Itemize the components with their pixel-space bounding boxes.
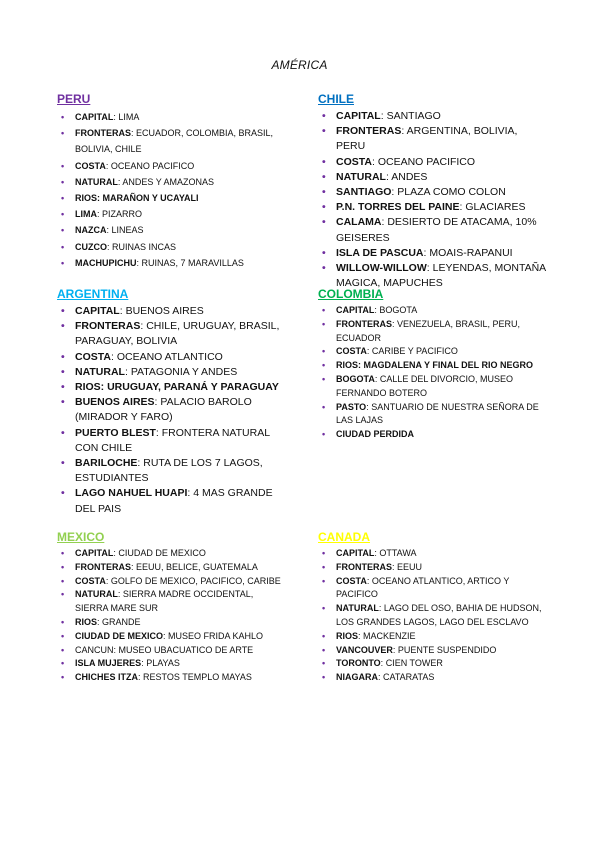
section-canada — [318, 530, 543, 685]
bullet-icon: • — [322, 672, 326, 683]
item-separator: : — [97, 209, 103, 220]
bullet-icon: • — [61, 548, 65, 558]
bullet-icon: • — [61, 209, 65, 220]
item-key: RIOS — [75, 616, 98, 627]
list-item — [318, 109, 548, 124]
bullet-icon: • — [322, 110, 326, 122]
bullet-icon: • — [322, 401, 326, 412]
item-value: CIUDAD DE MEXICO — [118, 548, 206, 558]
page-title: AMÉRICA — [271, 58, 328, 72]
item-value: 4 MAS GRANDE DEL PAIS — [75, 487, 273, 515]
item-key: CAPITAL — [75, 112, 114, 122]
item-separator: : — [423, 246, 430, 259]
bullet-icon: • — [61, 128, 65, 139]
item-key: CALAMA — [336, 216, 382, 229]
item-list — [318, 109, 548, 291]
item-key: PASTO — [336, 401, 367, 412]
item-separator: : — [366, 346, 372, 357]
item-value: OCEANO ATLANTICO, ARTICO Y PACIFICO — [336, 575, 510, 600]
item-separator: : — [374, 548, 380, 558]
item-key: CAPITAL — [336, 110, 381, 122]
item-value: ECUADOR, COLOMBIA, BRASIL, BOLIVIA, CHILE — [75, 128, 274, 155]
bullet-icon: • — [322, 318, 326, 329]
item-key: FRONTERAS — [336, 125, 402, 138]
list-item — [318, 644, 543, 658]
item-key: ISLA DE PASCUA — [336, 246, 424, 259]
list-item — [318, 215, 548, 245]
item-key: NATURAL — [75, 589, 118, 600]
bullet-icon: • — [61, 396, 65, 409]
list-item — [57, 365, 282, 380]
item-value: DESIERTO DE ATACAMA, 10% GEISERES — [336, 216, 537, 244]
item-key: WILLOW-WILLOW — [336, 262, 427, 275]
list-item — [57, 657, 287, 671]
item-key: LIMA — [75, 209, 97, 220]
bullet-icon: • — [61, 658, 65, 669]
list-item — [57, 380, 282, 395]
bullet-icon: • — [322, 630, 326, 641]
item-list — [57, 547, 287, 685]
item-separator: : — [117, 589, 123, 600]
item-value: GOLFO DE MEXICO, PACIFICO, CARIBE — [110, 575, 281, 586]
bullet-icon: • — [322, 246, 326, 259]
item-key: VANCOUVER — [336, 644, 393, 655]
bullet-icon: • — [61, 350, 65, 363]
list-item — [57, 616, 287, 630]
bullet-icon: • — [61, 112, 65, 122]
item-value: SIERRA MADRE OCCIDENTAL, SIERRA MARE SUR — [75, 589, 254, 614]
item-key: NIAGARA — [336, 672, 378, 683]
list-item — [57, 486, 282, 516]
item-separator: : — [366, 575, 372, 586]
bullet-icon: • — [61, 176, 65, 187]
item-key: FRONTERAS — [75, 128, 131, 139]
item-separator: : — [459, 201, 466, 214]
section-title: MEXICO — [57, 530, 105, 544]
list-item — [318, 318, 548, 346]
section-argentina — [57, 287, 282, 517]
list-item — [57, 304, 282, 319]
item-key: NATURAL — [336, 603, 379, 614]
item-value: MUSEO FRIDA KAHLO — [168, 630, 264, 641]
item-key: CUZCO — [75, 241, 107, 252]
item-value: PLAYAS — [146, 658, 180, 669]
bullet-icon: • — [61, 305, 65, 317]
item-separator: : — [107, 241, 113, 252]
list-item — [57, 644, 287, 658]
list-item — [57, 350, 282, 365]
item-value: FRONTERA NATURAL CON CHILE — [75, 426, 270, 454]
bullet-icon: • — [322, 644, 326, 655]
list-item — [318, 428, 548, 442]
bullet-icon: • — [61, 160, 65, 171]
bullet-icon: • — [61, 225, 65, 236]
item-key: MACHUPICHU — [75, 257, 137, 268]
item-value: OCEANO PACIFICO — [377, 155, 476, 168]
item-key: CAPITAL — [75, 548, 114, 558]
item-separator: : — [138, 672, 144, 683]
list-item — [57, 575, 287, 589]
item-value: GLACIARES — [465, 201, 526, 214]
item-separator: : — [105, 160, 111, 171]
item-key: RIOS: URUGUAY, PARANÁ Y PARAGUAY — [75, 381, 279, 394]
list-item — [57, 588, 287, 616]
list-item — [318, 630, 543, 644]
bullet-icon: • — [61, 241, 65, 252]
list-item — [57, 671, 287, 685]
list-item — [57, 561, 287, 575]
bullet-icon: • — [322, 575, 326, 586]
list-item — [57, 630, 287, 644]
item-value: OCEANO ATLANTICO — [116, 350, 223, 363]
list-item — [318, 401, 548, 429]
item-value: BUENOS AIRES — [125, 305, 204, 317]
section-colombia — [318, 287, 548, 442]
item-value: MOAIS-RAPANUI — [429, 246, 513, 259]
bullet-icon: • — [322, 125, 326, 138]
item-value: LAGO DEL OSO, BAHIA DE HUDSON, LOS GRANDES LAGOS, LAGO DEL ESCLAVO — [336, 603, 542, 627]
item-value: EEUU, BELICE, GUATEMALA — [136, 561, 258, 572]
item-value: LEYENDAS, MONTAÑA MAGICA, MAPUCHES — [336, 262, 546, 290]
bullet-icon: • — [61, 457, 65, 470]
item-separator: : — [366, 401, 372, 412]
item-value: PLAZA COMO COLON — [397, 186, 506, 199]
bullet-icon: • — [61, 365, 65, 378]
bullet-icon: • — [61, 616, 65, 627]
item-key: SANTIAGO — [336, 186, 392, 199]
item-value: MACKENZIE — [363, 630, 416, 641]
item-separator: : — [124, 365, 131, 378]
item-separator: : — [426, 262, 433, 275]
bullet-icon: • — [322, 658, 326, 669]
item-separator: : — [119, 305, 126, 317]
item-key: RIOS: MARAÑON Y UCAYALI — [75, 193, 199, 204]
bullet-icon: • — [61, 644, 65, 655]
bullet-icon: • — [322, 603, 326, 614]
list-item — [57, 255, 287, 271]
list-item — [318, 246, 548, 261]
item-value: SANTIAGO — [386, 110, 441, 122]
item-value: LIMA — [118, 112, 140, 122]
item-separator: : — [392, 644, 398, 655]
item-key: COSTA — [75, 575, 106, 586]
bullet-icon: • — [322, 561, 326, 572]
section-title: COLOMBIA — [318, 287, 384, 301]
bullet-icon: • — [322, 201, 326, 214]
item-value: CANCUN: MUSEO UBACUATICO DE ARTE — [75, 644, 254, 655]
item-key: PUERTO BLEST — [75, 426, 156, 439]
item-value: ANDES — [391, 170, 428, 183]
item-separator: : — [97, 616, 103, 627]
bullet-icon: • — [322, 548, 326, 558]
item-key: COSTA — [75, 160, 106, 171]
item-separator: : — [117, 176, 123, 187]
item-list — [318, 304, 548, 442]
bullet-icon: • — [322, 186, 326, 199]
item-key: FRONTERAS — [336, 318, 392, 329]
item-separator: : — [155, 426, 162, 439]
section-title: CANADA — [318, 530, 370, 544]
list-item — [318, 304, 548, 318]
list-item — [57, 456, 282, 486]
item-separator: : — [392, 318, 398, 329]
item-value: CARIBE Y PACIFICO — [371, 346, 458, 357]
section-chile — [318, 92, 548, 291]
list-item — [318, 671, 543, 685]
item-value: RESTOS TEMPLO MAYAS — [143, 672, 252, 683]
item-key: BARILOCHE — [75, 457, 138, 470]
bullet-icon: • — [61, 487, 65, 500]
section-title: CHILE — [318, 92, 354, 106]
item-separator: : — [110, 350, 117, 363]
item-separator: : — [113, 112, 119, 122]
bullet-icon: • — [322, 262, 326, 275]
item-key: ISLA MUJERES — [75, 658, 142, 669]
item-list — [57, 304, 282, 517]
section-title: ARGENTINA — [57, 287, 129, 301]
item-key: LAGO NAHUEL HUAPI — [75, 487, 188, 500]
item-separator: : — [163, 630, 169, 641]
list-item — [318, 124, 548, 154]
item-key: FRONTERAS — [336, 561, 392, 572]
item-value: PUENTE SUSPENDIDO — [397, 644, 497, 655]
item-separator: : — [371, 155, 378, 168]
list-item — [57, 426, 282, 456]
item-key: CHICHES ITZA — [75, 672, 138, 683]
item-key: NAZCA — [75, 225, 107, 236]
list-item — [57, 174, 287, 190]
item-separator: : — [385, 170, 392, 183]
item-key: RIOS: MAGDALENA Y FINAL DEL RIO NEGRO — [336, 360, 534, 371]
list-item — [318, 657, 543, 671]
list-item — [57, 547, 287, 561]
list-item — [318, 602, 543, 630]
item-value: RUINAS INCAS — [112, 241, 177, 252]
item-separator: : — [137, 457, 144, 470]
section-mexico — [57, 530, 287, 685]
bullet-icon: • — [61, 426, 65, 439]
item-key: CIUDAD DE MEXICO — [75, 630, 164, 641]
item-separator: : — [378, 672, 384, 683]
list-item — [318, 359, 548, 373]
bullet-icon: • — [322, 429, 326, 440]
item-value: OTTAWA — [379, 548, 417, 558]
item-value: LINEAS — [111, 225, 144, 236]
item-separator: : — [380, 110, 387, 122]
item-value: GRANDE — [102, 616, 141, 627]
list-item — [57, 190, 287, 206]
item-value: CALLE DEL DIVORCIO, MUSEO FERNANDO BOTERO — [336, 373, 514, 398]
item-value: CIEN TOWER — [385, 658, 443, 669]
item-key: NATURAL — [336, 170, 386, 183]
item-separator: : — [140, 320, 147, 333]
bullet-icon: • — [61, 193, 65, 204]
item-key: CAPITAL — [336, 548, 375, 558]
item-list — [318, 547, 543, 685]
list-item — [318, 155, 548, 170]
item-list — [57, 109, 287, 271]
list-item — [318, 561, 543, 575]
item-separator: : — [131, 561, 137, 572]
bullet-icon: • — [61, 257, 65, 268]
item-key: BUENOS AIRES — [75, 396, 155, 409]
item-key: FRONTERAS — [75, 320, 141, 333]
item-key: NATURAL — [75, 176, 118, 187]
bullet-icon: • — [322, 373, 326, 384]
item-separator: : — [401, 125, 407, 138]
item-key: COSTA — [336, 575, 367, 586]
item-separator: : — [105, 575, 111, 586]
item-separator: : — [187, 487, 194, 500]
list-item — [318, 373, 548, 401]
bullet-icon: • — [61, 672, 65, 683]
item-key: RIOS — [336, 630, 359, 641]
item-separator: : — [380, 658, 386, 669]
item-separator: : — [131, 128, 137, 139]
item-value: RUTA DE LOS 7 LAGOS, ESTUDIANTES — [75, 457, 263, 485]
list-item — [318, 345, 548, 359]
section-title: PERU — [57, 92, 91, 106]
item-separator: : — [113, 548, 119, 558]
bullet-icon: • — [61, 561, 65, 572]
item-key: CAPITAL — [75, 305, 120, 317]
bullet-icon: • — [322, 155, 326, 168]
item-key: CAPITAL — [336, 305, 375, 315]
item-value: RUINAS, 7 MARAVILLAS — [141, 257, 244, 268]
item-key: TORONTO — [336, 658, 381, 669]
bullet-icon: • — [322, 170, 326, 183]
list-item — [318, 547, 543, 561]
list-item — [57, 319, 282, 349]
item-value: PIZARRO — [102, 209, 143, 220]
list-item — [57, 206, 287, 222]
item-separator: : — [378, 603, 384, 614]
item-value: SANTUARIO DE NUESTRA SEÑORA DE LAS LAJAS — [336, 401, 539, 426]
item-separator: : — [358, 630, 364, 641]
list-item — [57, 125, 287, 157]
bullet-icon: • — [322, 305, 326, 315]
item-key: COSTA — [336, 346, 367, 357]
bullet-icon: • — [322, 216, 326, 229]
item-value: PATAGONIA Y ANDES — [130, 365, 238, 378]
item-key: P.N. TORRES DEL PAINE — [336, 201, 460, 214]
bullet-icon: • — [322, 346, 326, 357]
bullet-icon: • — [61, 630, 65, 641]
item-value: CATARATAS — [383, 672, 435, 683]
item-key: FRONTERAS — [75, 561, 131, 572]
item-separator: : — [374, 373, 380, 384]
item-separator: : — [392, 561, 398, 572]
item-separator: : — [154, 396, 161, 409]
item-separator: : — [381, 216, 388, 229]
list-item — [318, 185, 548, 200]
item-key: NATURAL — [75, 365, 125, 378]
item-value: EEUU — [397, 561, 423, 572]
list-item — [57, 109, 287, 125]
bullet-icon: • — [322, 360, 326, 371]
list-item — [318, 575, 543, 603]
item-value: CHILE, URUGUAY, BRASIL, PARAGUAY, BOLIVIA — [75, 320, 280, 348]
item-value: OCEANO PACIFICO — [110, 160, 195, 171]
item-key: CIUDAD PERDIDA — [336, 429, 415, 440]
list-item — [57, 395, 282, 425]
item-value: PALACIO BAROLO (MIRADOR Y FARO) — [75, 396, 252, 424]
item-key: COSTA — [336, 155, 372, 168]
list-item — [57, 239, 287, 255]
item-value: ARGENTINA, BOLIVIA, PERU — [336, 125, 518, 153]
list-item — [318, 170, 548, 185]
item-separator: : — [136, 257, 142, 268]
item-separator: : — [374, 305, 380, 315]
list-item — [57, 158, 287, 174]
item-separator: : — [391, 186, 398, 199]
bullet-icon: • — [61, 320, 65, 333]
item-value: VENEZUELA, BRASIL, PERU, ECUADOR — [336, 318, 521, 343]
list-item — [318, 200, 548, 215]
section-peru — [57, 92, 287, 271]
bullet-icon: • — [61, 575, 65, 586]
item-key: COSTA — [75, 350, 111, 363]
item-value: ANDES Y AMAZONAS — [122, 176, 215, 187]
item-value: BOGOTA — [379, 305, 418, 315]
item-key: BOGOTA — [336, 373, 375, 384]
item-separator: : — [141, 658, 147, 669]
list-item — [57, 222, 287, 238]
item-separator: : — [106, 225, 112, 236]
bullet-icon: • — [61, 381, 65, 394]
bullet-icon: • — [61, 589, 65, 600]
